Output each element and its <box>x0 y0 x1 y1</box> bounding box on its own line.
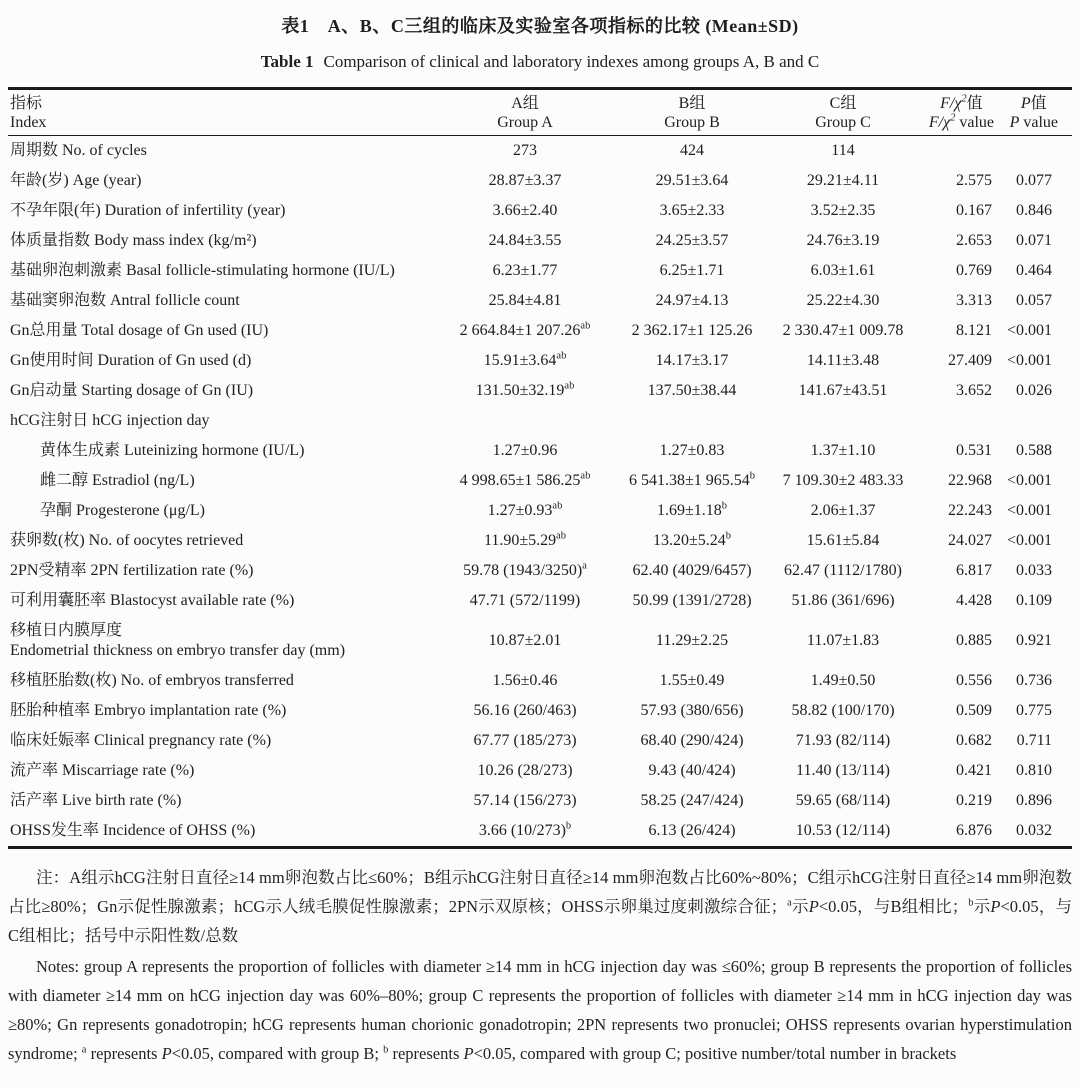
group-a-value: 10.26 (28/273) <box>477 762 573 779</box>
group-b-value: 11.29±2.25 <box>655 632 729 649</box>
group-a-value: 3.66 $(10/273)^b$ <box>478 820 572 839</box>
row-label: hCG注射日 hCG injection day <box>10 412 210 429</box>
f-value: 0.219 <box>956 792 992 809</box>
group-a-value: 273 <box>513 142 537 159</box>
table-row <box>8 556 1072 586</box>
col-f-chi2 <box>918 89 998 136</box>
table-body <box>8 136 1072 848</box>
group-a-value: 56.16 (260/463) <box>473 702 577 719</box>
f-value: 0.531 <box>956 442 992 459</box>
group-a-value: 4 998.65±1 586.25$^{ab}$ <box>459 470 591 489</box>
table-header <box>8 89 1072 136</box>
group-c-value: 114 <box>831 142 855 159</box>
group-a-value: 1.56±0.46 <box>492 672 558 689</box>
group-b-value: 24.97±4.13 <box>655 292 729 309</box>
f-value <box>918 406 998 436</box>
f-value: 0.556 <box>956 672 992 689</box>
row-label: 临床妊娠率 Clinical pregnancy rate (%) <box>10 732 272 749</box>
p-value: <0.001 <box>1006 352 1052 369</box>
p-value: <0.001 <box>1006 322 1052 339</box>
group-c-value: 11.40 (13/114) <box>796 762 890 779</box>
group-a-value: 24.84±3.55 <box>488 232 562 249</box>
p-value: 0.109 <box>1016 592 1052 609</box>
table-row <box>8 496 1072 526</box>
group-a-value: 2 664.84±1 207.26$^{ab}$ <box>459 320 591 339</box>
group-b-value: 57.93 (380/656) <box>640 702 744 719</box>
group-a-value: 47.71 (572/1199) <box>469 592 581 609</box>
col-group-c-zh: C组 <box>829 95 857 112</box>
group-b-value: 58.25 (247/424) <box>640 792 744 809</box>
group-b-value: 1.69±1.18$^b$ <box>656 500 728 519</box>
p-value: 0.921 <box>1016 632 1052 649</box>
table-row <box>8 166 1072 196</box>
group-c-value: 10.53 (12/114) <box>795 822 891 839</box>
table-row <box>8 466 1072 496</box>
table-row <box>8 286 1072 316</box>
group-b-value: 62.40 (4029/6457) <box>632 562 752 579</box>
col-group-b-en: Group B <box>664 114 720 131</box>
group-a-value: 1.27±0.96 <box>492 442 558 459</box>
p-value: 0.846 <box>1016 202 1052 219</box>
group-c-value: 25.22±4.30 <box>806 292 880 309</box>
p-value: <0.001 <box>1006 472 1052 489</box>
group-b-value: 9.43 (40/424) <box>648 762 736 779</box>
group-c-value: 7 109.30±2 483.33 <box>782 472 904 489</box>
f-value: 0.167 <box>956 202 992 219</box>
col-group-a-zh: A组 <box>511 95 539 112</box>
group-b-value: 424 <box>680 142 704 159</box>
note-en: Notes: group A represents the proportion of follicles with diameter ≥14 mm in hCG injection day was ≤60%; group B represents the proportion of follicles with diameter ≥14 mm on hCG injection day was 60%–80%; group C represents the proportion of follicles with diameter ≥14 mm in hCG injection day was ≥80%; Gn represents gonadotropin; hCG represents human chorionic gonadotropin; 2PN represents two pronuclei; OHSS represents ovarian hyperstimulation syndrome; $^a$ represents P<0.05, compared with group B; $^b$ represents P<0.05, compared with group C; positive number/total number in brackets <box>8 957 1072 1063</box>
f-value <box>918 136 998 167</box>
group-b-value: 68.40 (290/424) <box>640 732 744 749</box>
table-row <box>8 256 1072 286</box>
col-group-a-en: Group A <box>497 114 553 131</box>
table-row <box>8 616 1072 666</box>
table-number: Table 1 <box>260 52 314 71</box>
group-b-value: 137.50±38.44 <box>647 382 737 399</box>
row-label: 年龄(岁) Age (year) <box>10 172 142 189</box>
f-value: 2.575 <box>956 172 992 189</box>
f-value: 8.121 <box>956 322 992 339</box>
col-index-zh: 指标 <box>10 95 43 112</box>
group-a-value: 10.87±2.01 <box>488 632 562 649</box>
group-b-value: 1.27±0.83 <box>659 442 725 459</box>
row-label: 获卵数(枚) No. of oocytes retrieved <box>10 532 244 549</box>
group-c-value: 24.76±3.19 <box>806 232 880 249</box>
row-label: OHSS发生率 Incidence of OHSS (%) <box>10 822 256 839</box>
p-value: 0.464 <box>1016 262 1052 279</box>
row-label: 基础窦卵泡数 Antral follicle count <box>10 292 240 309</box>
group-b-value: 1.55±0.49 <box>659 672 725 689</box>
f-value: 24.027 <box>948 532 992 549</box>
group-c-value: 11.07±1.83 <box>806 632 880 649</box>
p-value: 0.736 <box>1016 672 1052 689</box>
group-b-value: 6 541.38±1 965.54$^b$ <box>628 470 756 489</box>
col-f-chi2-zh: $F/\chi^2$值 <box>940 93 983 112</box>
row-label: 流产率 Miscarriage rate (%) <box>10 762 195 779</box>
row-label: 不孕年限(年) Duration of infertility (year) <box>10 202 286 219</box>
group-a-value: 57.14 (156/273) <box>473 792 577 809</box>
group-a-value: 1.27±0.93$^{ab}$ <box>487 500 563 519</box>
p-value: 0.026 <box>1016 382 1052 399</box>
table-row <box>8 136 1072 167</box>
p-value: <0.001 <box>1006 532 1052 549</box>
table-caption: Comparison of clinical and laboratory indexes among groups A, B and C <box>323 52 820 71</box>
group-c-value: 3.52±2.35 <box>810 202 876 219</box>
row-label: Gn启动量 Starting dosage of Gn (IU) <box>10 382 254 399</box>
notes-section <box>8 863 1072 1068</box>
p-value: <0.001 <box>1006 502 1052 519</box>
group-a-value <box>434 406 616 436</box>
table-row <box>8 436 1072 466</box>
f-value: 0.885 <box>956 632 992 649</box>
group-b-value: 14.17±3.17 <box>655 352 729 369</box>
table-row <box>8 786 1072 816</box>
table-row <box>8 816 1072 848</box>
row-label: 可利用囊胚率 Blastocyst available rate (%) <box>10 592 295 609</box>
f-value: 0.421 <box>956 762 992 779</box>
group-c-value: 62.47 (1112/1780) <box>784 562 902 579</box>
group-c-value: 6.03±1.61 <box>810 262 876 279</box>
row-label: 2PN受精率 2PN fertilization rate (%) <box>10 562 254 579</box>
col-index-en: Index <box>10 114 47 131</box>
row-label: 周期数 No. of cycles <box>10 142 147 159</box>
table-title-en <box>8 50 1072 74</box>
f-value: 0.682 <box>956 732 992 749</box>
f-value: 4.428 <box>956 592 992 609</box>
group-c-value: 58.82 (100/170) <box>791 702 895 719</box>
group-a-value: 11.90±5.29$^{ab}$ <box>483 530 567 549</box>
col-group-c-en: Group C <box>815 114 871 131</box>
row-label: Gn总用量 Total dosage of Gn used (IU) <box>10 322 269 339</box>
f-value: 0.769 <box>956 262 992 279</box>
group-b-value: 2 362.17±1 125.26 <box>631 322 753 339</box>
p-value <box>998 406 1072 436</box>
col-p <box>998 89 1072 136</box>
group-b-value: 6.13 (26/424) <box>648 822 736 839</box>
col-group-a <box>434 89 616 136</box>
row-label: 移植胚胎数(枚) No. of embryos transferred <box>10 672 294 689</box>
f-value: 2.653 <box>956 232 992 249</box>
group-a-value: 3.66±2.40 <box>492 202 558 219</box>
p-value <box>998 136 1072 167</box>
group-c-value: 29.21±4.11 <box>806 172 880 189</box>
p-value: 0.057 <box>1016 292 1052 309</box>
p-value: 0.810 <box>1016 762 1052 779</box>
group-c-value: 2 330.47±1 009.78 <box>782 322 904 339</box>
table-row <box>8 526 1072 556</box>
f-value: 22.243 <box>948 502 992 519</box>
comparison-table <box>8 87 1072 849</box>
f-value: 6.817 <box>956 562 992 579</box>
group-c-value: 59.65 (68/114) <box>795 792 891 809</box>
group-b-value: 24.25±3.57 <box>655 232 729 249</box>
p-value: 0.896 <box>1016 792 1052 809</box>
table-row <box>8 586 1072 616</box>
col-group-b-zh: B组 <box>678 95 706 112</box>
table-row <box>8 376 1072 406</box>
col-group-b <box>616 89 768 136</box>
table-row <box>8 726 1072 756</box>
table-row <box>8 696 1072 726</box>
group-c-value: 2.06±1.37 <box>810 502 876 519</box>
col-group-c <box>768 89 918 136</box>
row-label: 孕酮 Progesterone (μg/L) <box>40 502 205 519</box>
group-b-value <box>616 406 768 436</box>
f-value: 22.968 <box>948 472 992 489</box>
p-value: 0.775 <box>1016 702 1052 719</box>
group-b-value: 6.25±1.71 <box>659 262 725 279</box>
p-value: 0.033 <box>1016 562 1052 579</box>
table-row <box>8 666 1072 696</box>
p-value: 0.077 <box>1016 172 1052 189</box>
note-zh: 注：A组示hCG注射日直径≥14 mm卵泡数占比≤60%；B组示hCG注射日直径≥14 mm卵泡数占比60%~80%；C组示hCG注射日直径≥14 mm卵泡数占比≥80%；Gn示促性腺激素；hCG示人绒毛膜促性腺激素；2PN示双原核；OHSS示卵巢过度刺激综合征；$^a$示P<0.05，与B组相比；$^b$示P<0.05，与C组相比；括号中示阳性数/总数 <box>8 868 1073 945</box>
group-a-value: 131.50±32.19$^{ab}$ <box>475 380 575 399</box>
group-c-value: 15.61±5.84 <box>806 532 880 549</box>
f-value: 3.652 <box>956 382 992 399</box>
f-value: 3.313 <box>956 292 992 309</box>
group-c-value: 1.49±0.50 <box>810 672 876 689</box>
row-label: 胚胎种植率 Embryo implantation rate (%) <box>10 702 287 719</box>
p-value: 0.711 <box>1016 732 1052 749</box>
f-value: 0.509 <box>956 702 992 719</box>
col-p-zh: P值 <box>1020 95 1047 112</box>
row-label: 移植日内膜厚度 Endometrial thickness on embryo transfer day (mm) <box>10 622 346 659</box>
col-p-en: P value <box>1009 114 1058 131</box>
group-a-value: 6.23±1.77 <box>492 262 558 279</box>
group-c-value: 14.11±3.48 <box>806 352 880 369</box>
row-label: 基础卵泡刺激素 Basal follicle-stimulating hormone (IU/L) <box>10 262 395 279</box>
group-c-value: 1.37±1.10 <box>810 442 876 459</box>
f-value: 27.409 <box>948 352 992 369</box>
group-c-value: 51.86 (361/696) <box>791 592 895 609</box>
table-title-zh: 表1 A、B、C三组的临床及实验室各项指标的比较 (Mean±SD) <box>281 16 799 36</box>
f-value: 6.876 <box>956 822 992 839</box>
row-label: Gn使用时间 Duration of Gn used (d) <box>10 352 252 369</box>
group-b-value: 13.20±5.24$^b$ <box>652 530 732 549</box>
group-c-value: 71.93 (82/114) <box>795 732 891 749</box>
group-c-value: 141.67±43.51 <box>798 382 888 399</box>
p-value: 0.071 <box>1016 232 1052 249</box>
p-value: 0.032 <box>1016 822 1052 839</box>
group-b-value: 29.51±3.64 <box>655 172 729 189</box>
table-row <box>8 346 1072 376</box>
group-c-value <box>768 406 918 436</box>
group-a-value: 15.91±3.64$^{ab}$ <box>483 350 567 369</box>
col-index <box>8 89 434 136</box>
table-row <box>8 756 1072 786</box>
group-a-value: 59.78 $(1943/3250)^a$ <box>463 560 587 579</box>
table-row <box>8 196 1072 226</box>
row-label: 黄体生成素 Luteinizing hormone (IU/L) <box>40 442 305 459</box>
row-label: 体质量指数 Body mass index (kg/m²) <box>10 232 257 249</box>
group-b-value: 3.65±2.33 <box>659 202 725 219</box>
table-row <box>8 406 1072 436</box>
group-b-value: 50.99 (1391/2728) <box>632 592 752 609</box>
row-label: 雌二醇 Estradiol (ng/L) <box>40 472 195 489</box>
group-a-value: 28.87±3.37 <box>488 172 562 189</box>
col-f-chi2-en: $F/\chi^2$ value <box>928 112 994 131</box>
p-value: 0.588 <box>1016 442 1052 459</box>
header-row <box>8 89 1072 136</box>
group-a-value: 25.84±4.81 <box>488 292 562 309</box>
row-label: 活产率 Live birth rate (%) <box>10 792 182 809</box>
table-row <box>8 316 1072 346</box>
table-row <box>8 226 1072 256</box>
group-a-value: 67.77 (185/273) <box>473 732 577 749</box>
